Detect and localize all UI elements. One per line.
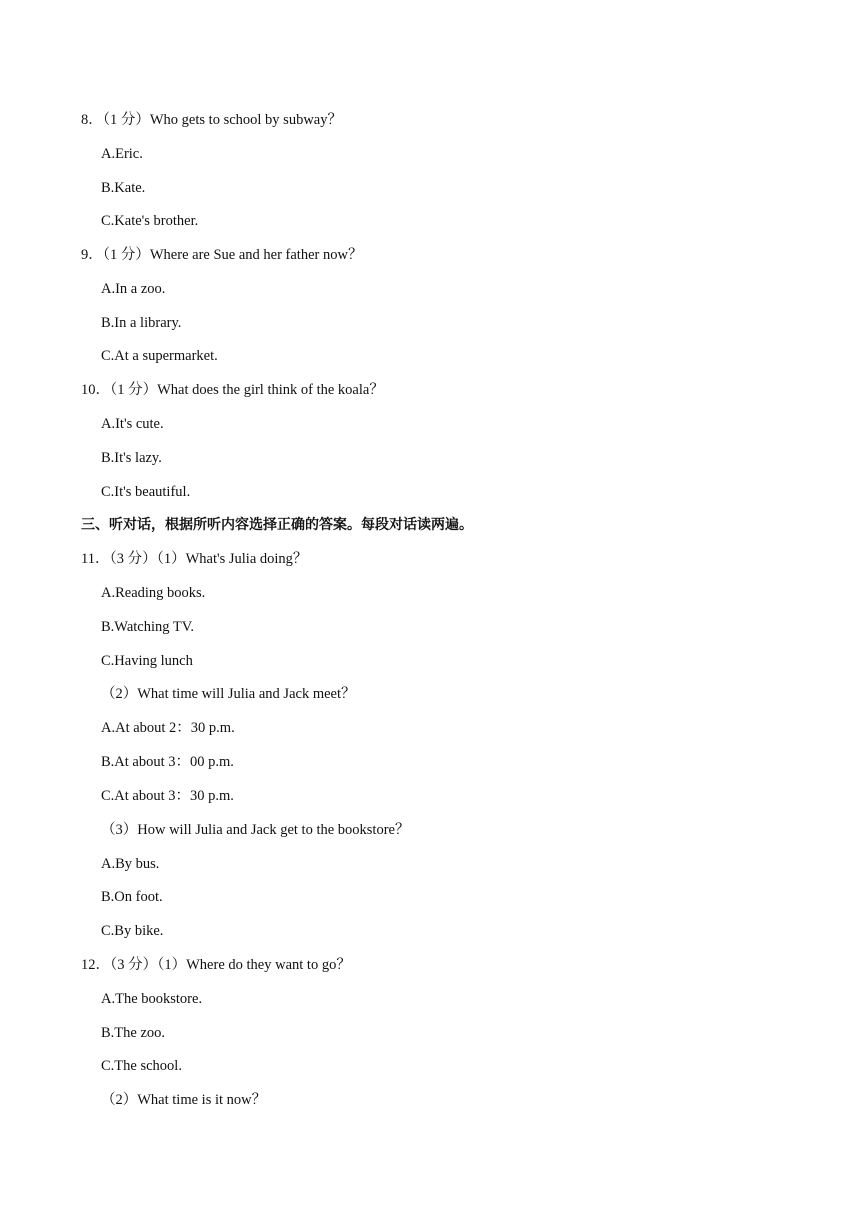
- question-8-option-c: C.Kate's brother.: [101, 213, 199, 229]
- question-9-option-c: C.At a supermarket.: [101, 348, 218, 364]
- question-8-option-a: A.Eric.: [101, 146, 143, 162]
- question-12-1-option-b: B.The zoo.: [101, 1025, 166, 1041]
- question-8-option-b: B.Kate.: [101, 180, 146, 196]
- question-11-header: 11．（3 分）（1）What's Julia doing？: [81, 551, 308, 567]
- question-12-1-option-c: C.The school.: [101, 1058, 182, 1074]
- question-11-sub-3: （3）How will Julia and Jack get to the bookstore？: [101, 822, 410, 838]
- question-11-3-option-a: A.By bus.: [101, 856, 160, 872]
- question-11-2-option-a: A.At about 2：30 p.m.: [101, 720, 235, 736]
- question-11-2-option-b: B.At about 3：00 p.m.: [101, 754, 234, 770]
- question-11-1-option-c: C.Having lunch: [101, 653, 193, 669]
- question-10-option-c: C.It's beautiful.: [101, 484, 191, 500]
- question-10-option-a: A.It's cute.: [101, 416, 164, 432]
- question-8-header: 8．（1 分）Who gets to school by subway？: [81, 112, 342, 128]
- section-3-heading: 三、听对话，根据所听内容选择正确的答案。每段对话读两遍。: [81, 517, 473, 533]
- question-12-1-option-a: A.The bookstore.: [101, 991, 203, 1007]
- question-12-sub-2: （2）What time is it now？: [101, 1092, 267, 1108]
- question-9-header: 9．（1 分）Where are Sue and her father now？: [81, 247, 363, 263]
- question-9-option-a: A.In a zoo.: [101, 281, 166, 297]
- question-9-option-b: B.In a library.: [101, 315, 182, 331]
- question-10-header: 10．（1 分）What does the girl think of the koala？: [81, 382, 384, 398]
- question-11-1-option-a: A.Reading books.: [101, 585, 206, 601]
- question-10-option-b: B.It's lazy.: [101, 450, 162, 466]
- question-11-1-option-b: B.Watching TV.: [101, 619, 194, 635]
- question-11-2-option-c: C.At about 3：30 p.m.: [101, 788, 234, 804]
- question-11-sub-2: （2）What time will Julia and Jack meet？: [101, 686, 356, 702]
- question-11-3-option-b: B.On foot.: [101, 889, 163, 905]
- question-12-header: 12．（3 分）（1）Where do they want to go？: [81, 957, 351, 973]
- question-11-3-option-c: C.By bike.: [101, 923, 164, 939]
